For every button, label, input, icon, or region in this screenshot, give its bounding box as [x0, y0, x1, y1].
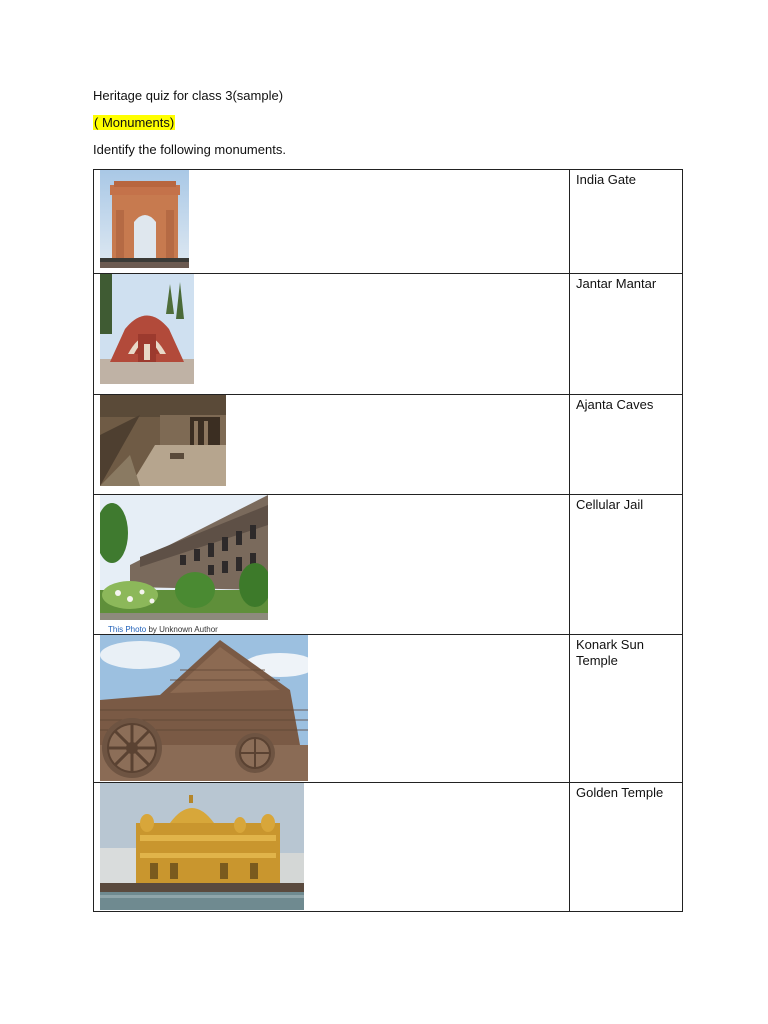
- golden-temple-photo: [100, 783, 304, 910]
- image-cell: [94, 170, 570, 274]
- quiz-title: Heritage quiz for class 3(sample): [93, 88, 284, 103]
- table-row: [94, 274, 683, 395]
- monument-name: Ajanta Caves: [570, 395, 683, 495]
- monument-name: India Gate: [570, 170, 683, 274]
- highlighted-category: ( Monuments): [94, 115, 175, 130]
- image-cell: [94, 635, 570, 783]
- image-cell: [94, 274, 570, 395]
- india-gate-photo: [100, 170, 189, 268]
- monument-name: Jantar Mantar: [570, 274, 683, 395]
- jantar-mantar-photo: [100, 274, 194, 384]
- konark-sun-temple-photo: [100, 635, 308, 781]
- image-cell: [94, 783, 570, 912]
- table-row: [94, 170, 683, 274]
- monument-name: Golden Temple: [570, 783, 683, 912]
- monuments-table: [93, 169, 683, 912]
- table-row: [94, 783, 683, 912]
- photo-credit-link[interactable]: This Photo: [108, 626, 147, 634]
- category-label: [93, 115, 175, 130]
- image-cell: [94, 395, 570, 495]
- instruction-text: Identify the following monuments.: [93, 142, 286, 157]
- monument-name: Konark Sun Temple: [570, 635, 683, 783]
- photo-credit-author: by Unknown Author: [146, 626, 218, 634]
- photo-credit: [108, 626, 569, 634]
- image-cell: [94, 495, 570, 635]
- table-row: [94, 395, 683, 495]
- cellular-jail-photo: [100, 495, 268, 620]
- table-row: [94, 635, 683, 783]
- monument-name: Cellular Jail: [570, 495, 683, 635]
- table-row: [94, 495, 683, 635]
- ajanta-caves-photo: [100, 395, 226, 486]
